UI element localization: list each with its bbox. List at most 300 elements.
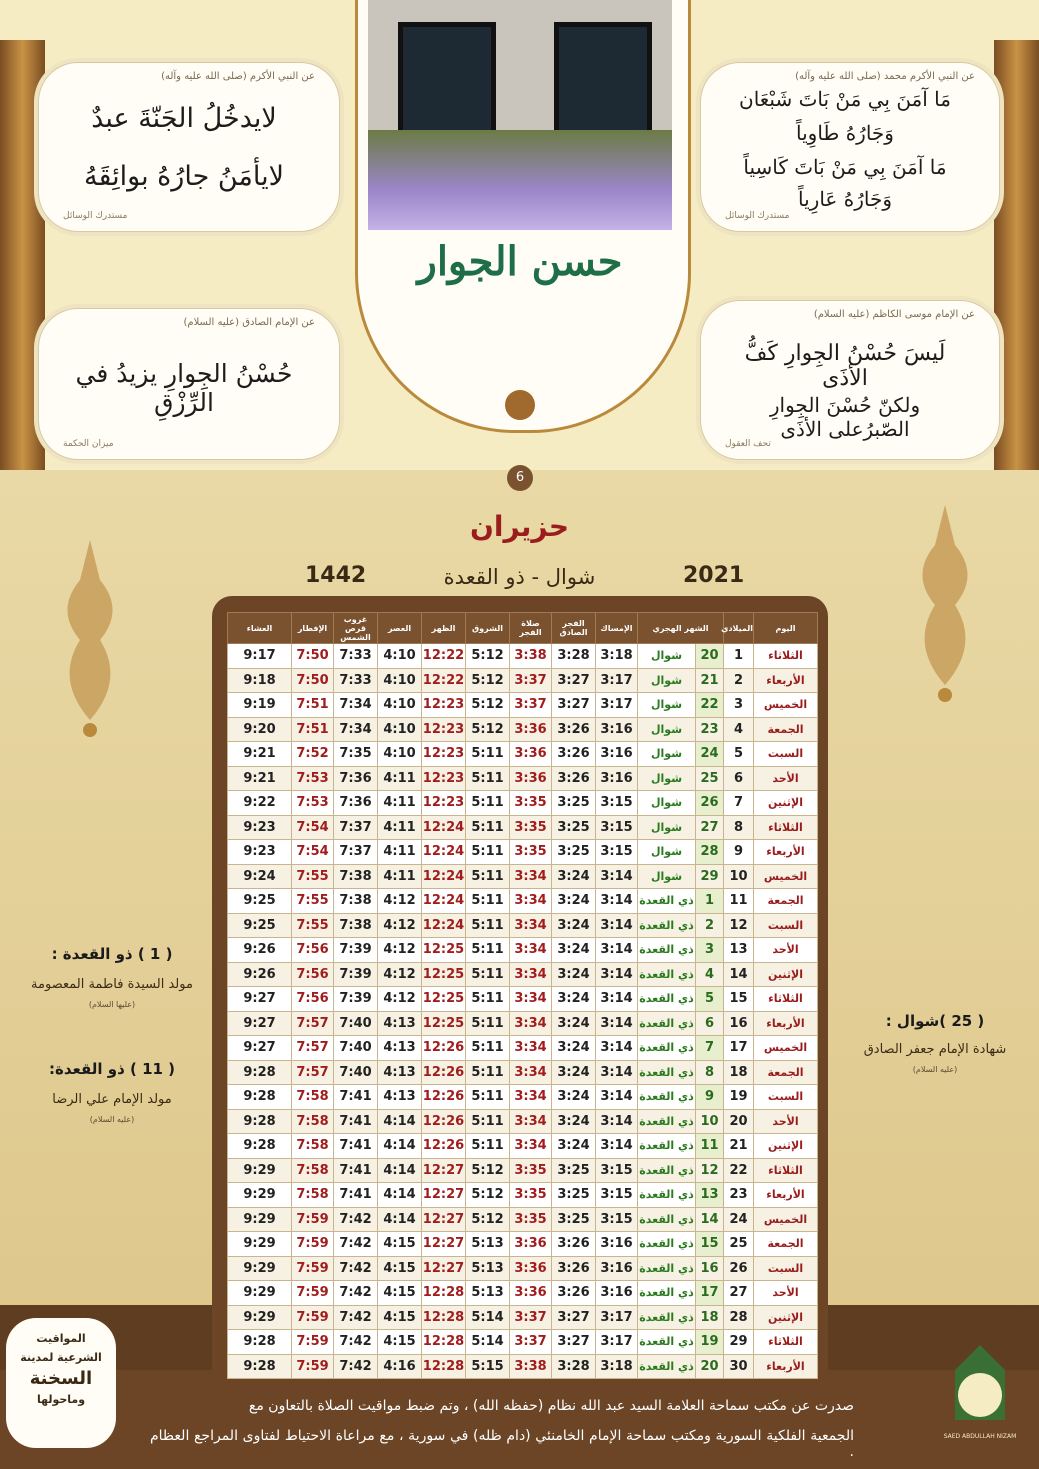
table-cell: 7:53 bbox=[292, 766, 334, 791]
table-cell: 3:35 bbox=[510, 1158, 552, 1183]
table-cell: 3:34 bbox=[510, 913, 552, 938]
table-cell: 7:59 bbox=[292, 1354, 334, 1379]
quote-source: مستدرك الوسائل bbox=[63, 211, 128, 221]
table-cell: 15 bbox=[724, 987, 754, 1012]
column-header: الإمساك bbox=[596, 613, 638, 644]
table-cell: 3:34 bbox=[510, 962, 552, 987]
table-cell: 7:59 bbox=[292, 1330, 334, 1355]
table-cell: 5:11 bbox=[466, 1085, 510, 1110]
table-cell: 3:18 bbox=[596, 1354, 638, 1379]
table-cell: 3:16 bbox=[596, 1256, 638, 1281]
table-cell: الأحد bbox=[754, 1109, 818, 1134]
table-cell: 3:24 bbox=[552, 913, 596, 938]
table-cell: 5:11 bbox=[466, 791, 510, 816]
column-header: العشاء bbox=[228, 613, 292, 644]
quote-attribution: عن الإمام موسى الكاظم (عليه السلام) bbox=[813, 309, 975, 320]
table-cell: 5:13 bbox=[466, 1281, 510, 1306]
table-cell: 3:14 bbox=[596, 1011, 638, 1036]
table-cell: 20 bbox=[696, 644, 724, 669]
note-sub: (عليه السلام) bbox=[912, 1065, 958, 1074]
table-cell: 3:34 bbox=[510, 864, 552, 889]
table-cell: 7:58 bbox=[292, 1134, 334, 1159]
table-cell: 3:14 bbox=[596, 913, 638, 938]
table-cell: 7:41 bbox=[334, 1109, 378, 1134]
table-row bbox=[228, 1305, 818, 1330]
table-cell: 9:27 bbox=[228, 1011, 292, 1036]
table-cell: ذي القعدة bbox=[638, 938, 696, 963]
quote-source: ميزان الحكمة bbox=[63, 439, 114, 449]
table-cell: 5:11 bbox=[466, 962, 510, 987]
column-header: غروب قرص الشمس bbox=[334, 613, 378, 644]
table-cell: 3:16 bbox=[596, 1281, 638, 1306]
table-cell: 5:11 bbox=[466, 913, 510, 938]
flowers-photo bbox=[368, 130, 672, 230]
table-cell: 7:40 bbox=[334, 1060, 378, 1085]
note-sub: (عليها السلام) bbox=[88, 1000, 136, 1009]
table-cell: 12:26 bbox=[422, 1085, 466, 1110]
quote-attribution: عن النبي الأكرم (صلى الله عليه وآله) bbox=[161, 71, 315, 82]
table-cell: 3:26 bbox=[552, 766, 596, 791]
table-row bbox=[228, 668, 818, 693]
table-cell: 5:11 bbox=[466, 938, 510, 963]
table-cell: 3:14 bbox=[596, 938, 638, 963]
table-row bbox=[228, 1060, 818, 1085]
table-cell: ذي القعدة bbox=[638, 1085, 696, 1110]
table-cell: 9:25 bbox=[228, 889, 292, 914]
table-cell: الجمعة bbox=[754, 717, 818, 742]
table-cell: 3:15 bbox=[596, 1207, 638, 1232]
column-header: الشروق bbox=[466, 613, 510, 644]
table-cell: 7:55 bbox=[292, 864, 334, 889]
column-header: الظهر bbox=[422, 613, 466, 644]
table-cell: 7:52 bbox=[292, 742, 334, 767]
page-title: حسن الجوار bbox=[417, 238, 623, 285]
table-cell: 12:26 bbox=[422, 1036, 466, 1061]
table-cell: شوال bbox=[638, 815, 696, 840]
table-cell: 9:29 bbox=[228, 1183, 292, 1208]
table-cell: 5:14 bbox=[466, 1305, 510, 1330]
table-row bbox=[228, 962, 818, 987]
table-cell: 27 bbox=[724, 1281, 754, 1306]
table-cell: 7:40 bbox=[334, 1036, 378, 1061]
table-cell: 4:11 bbox=[378, 840, 422, 865]
table-cell: 3:24 bbox=[552, 1036, 596, 1061]
table-cell: 5:11 bbox=[466, 987, 510, 1012]
table-cell: 3:25 bbox=[552, 791, 596, 816]
table-cell: 4:14 bbox=[378, 1109, 422, 1134]
table-cell: 5 bbox=[724, 742, 754, 767]
table-cell: 3:35 bbox=[510, 1183, 552, 1208]
table-cell: 7:55 bbox=[292, 913, 334, 938]
table-cell: 7:42 bbox=[334, 1207, 378, 1232]
table-cell: 3:24 bbox=[552, 1011, 596, 1036]
table-cell: 5:11 bbox=[466, 840, 510, 865]
table-cell: الخميس bbox=[754, 1036, 818, 1061]
table-cell: 3:34 bbox=[510, 1060, 552, 1085]
table-cell: 3:24 bbox=[552, 962, 596, 987]
table-cell: 20 bbox=[724, 1109, 754, 1134]
table-cell: 10 bbox=[724, 864, 754, 889]
table-cell: الثلاثاء bbox=[754, 1158, 818, 1183]
table-cell: 14 bbox=[696, 1207, 724, 1232]
table-cell: 3:27 bbox=[552, 1305, 596, 1330]
table-cell: 15 bbox=[696, 1232, 724, 1257]
table-cell: 6 bbox=[696, 1011, 724, 1036]
note-text: مولد السيدة فاطمة المعصومة bbox=[31, 977, 193, 992]
table-cell: 4:12 bbox=[378, 889, 422, 914]
table-cell: 29 bbox=[724, 1330, 754, 1355]
table-cell: شوال bbox=[638, 668, 696, 693]
table-cell: ذي القعدة bbox=[638, 889, 696, 914]
footer-line-1: صدرت عن مكتب سماحة العلامة السيد عبد الله نظام (حفظه الله) ، وتم ضبط مواقيت الصلاة بالتعاون مع bbox=[248, 1398, 854, 1414]
table-row bbox=[228, 693, 818, 718]
table-row bbox=[228, 1354, 818, 1379]
table-cell: 3:36 bbox=[510, 1281, 552, 1306]
table-cell: الأربعاء bbox=[754, 1183, 818, 1208]
table-cell: 24 bbox=[724, 1207, 754, 1232]
frame-ornament bbox=[505, 390, 535, 420]
table-cell: 5:11 bbox=[466, 742, 510, 767]
table-cell: 3:34 bbox=[510, 889, 552, 914]
table-cell: 27 bbox=[696, 815, 724, 840]
table-cell: 9:28 bbox=[228, 1060, 292, 1085]
table-cell: 3:36 bbox=[510, 1256, 552, 1281]
table-cell: 9:29 bbox=[228, 1207, 292, 1232]
table-cell: 4:15 bbox=[378, 1281, 422, 1306]
table-cell: الإثنين bbox=[754, 962, 818, 987]
table-cell: 9:26 bbox=[228, 938, 292, 963]
table-cell: 7:37 bbox=[334, 840, 378, 865]
table-cell: 12:22 bbox=[422, 668, 466, 693]
quote-source: تحف العقول bbox=[725, 439, 771, 449]
table-cell: 18 bbox=[696, 1305, 724, 1330]
table-cell: 3:35 bbox=[510, 1207, 552, 1232]
note-left-1 bbox=[12, 945, 212, 1009]
table-row bbox=[228, 840, 818, 865]
table-cell: 3:18 bbox=[596, 644, 638, 669]
table-cell: 3:24 bbox=[552, 1085, 596, 1110]
table-cell: 9:29 bbox=[228, 1256, 292, 1281]
table-cell: 7:58 bbox=[292, 1158, 334, 1183]
table-row bbox=[228, 644, 818, 669]
organization-logo bbox=[935, 1340, 1025, 1445]
table-cell: 9:29 bbox=[228, 1305, 292, 1330]
table-cell: 9:29 bbox=[228, 1281, 292, 1306]
table-cell: الإثنين bbox=[754, 1305, 818, 1330]
table-cell: 3:17 bbox=[596, 693, 638, 718]
table-cell: شوال bbox=[638, 864, 696, 889]
table-cell: شوال bbox=[638, 791, 696, 816]
table-cell: 19 bbox=[696, 1330, 724, 1355]
table-cell: الثلاثاء bbox=[754, 987, 818, 1012]
table-cell: 3:34 bbox=[510, 1085, 552, 1110]
table-row bbox=[228, 889, 818, 914]
table-cell: 29 bbox=[696, 864, 724, 889]
table-cell: 12:28 bbox=[422, 1281, 466, 1306]
table-cell: 12:24 bbox=[422, 864, 466, 889]
table-cell: 7:38 bbox=[334, 889, 378, 914]
table-cell: 12:25 bbox=[422, 987, 466, 1012]
table-cell: الأحد bbox=[754, 938, 818, 963]
table-cell: 7:41 bbox=[334, 1134, 378, 1159]
table-cell: 4:13 bbox=[378, 1011, 422, 1036]
footer-line-2: الجمعية الفلكية السورية ومكتب سماحة الإمام الخامنئي (دام ظله) في سورية ، مع مراعاة الاحتياط لفتاوى المراجع العظام . bbox=[150, 1428, 854, 1460]
table-cell: 3:37 bbox=[510, 1330, 552, 1355]
table-cell: 8 bbox=[724, 815, 754, 840]
table-cell: 12:26 bbox=[422, 1109, 466, 1134]
table-cell: 5:15 bbox=[466, 1354, 510, 1379]
table-row bbox=[228, 1207, 818, 1232]
table-cell: 18 bbox=[724, 1060, 754, 1085]
table-cell: 4:12 bbox=[378, 913, 422, 938]
column-header: الإفطار bbox=[292, 613, 334, 644]
quote-line: لايأمَنُ جارُهُ بوائِقَهُ bbox=[83, 161, 285, 192]
table-cell: 3:34 bbox=[510, 1109, 552, 1134]
table-cell: ذي القعدة bbox=[638, 1256, 696, 1281]
note-text: مولد الإمام علي الرضا bbox=[52, 1092, 172, 1107]
table-row bbox=[228, 815, 818, 840]
table-cell: 9:23 bbox=[228, 840, 292, 865]
table-cell: الخميس bbox=[754, 864, 818, 889]
table-cell: 4:11 bbox=[378, 766, 422, 791]
column-header: صلاة الفجر bbox=[510, 613, 552, 644]
table-cell: الإثنين bbox=[754, 1134, 818, 1159]
table-cell: 7:37 bbox=[334, 815, 378, 840]
table-cell: 3:34 bbox=[510, 1036, 552, 1061]
quote-source: مستدرك الوسائل bbox=[725, 211, 790, 221]
table-cell: 4:15 bbox=[378, 1256, 422, 1281]
table-cell: 3:34 bbox=[510, 1134, 552, 1159]
table-cell: 12:26 bbox=[422, 1060, 466, 1085]
table-cell: 7:41 bbox=[334, 1183, 378, 1208]
window-photo bbox=[368, 0, 672, 230]
table-cell: ذي القعدة bbox=[638, 1281, 696, 1306]
table-cell: 3:15 bbox=[596, 1183, 638, 1208]
table-cell: 7:41 bbox=[334, 1085, 378, 1110]
table-cell: 3:15 bbox=[596, 1158, 638, 1183]
table-cell: 23 bbox=[696, 717, 724, 742]
table-cell: 12:23 bbox=[422, 693, 466, 718]
table-cell: 3:17 bbox=[596, 668, 638, 693]
table-cell: 4:16 bbox=[378, 1354, 422, 1379]
table-cell: ذي القعدة bbox=[638, 962, 696, 987]
table-row bbox=[228, 1232, 818, 1257]
table-cell: 7:39 bbox=[334, 987, 378, 1012]
table-header-row bbox=[228, 613, 818, 644]
table-cell: 3:27 bbox=[552, 693, 596, 718]
table-cell: ذي القعدة bbox=[638, 987, 696, 1012]
table-cell: 7:38 bbox=[334, 864, 378, 889]
table-cell: 5:11 bbox=[466, 864, 510, 889]
table-row bbox=[228, 938, 818, 963]
table-cell: 5:11 bbox=[466, 815, 510, 840]
table-cell: 3 bbox=[724, 693, 754, 718]
table-cell: الثلاثاء bbox=[754, 1330, 818, 1355]
table-cell: الثلاثاء bbox=[754, 815, 818, 840]
table-cell: 3:35 bbox=[510, 815, 552, 840]
quote-card-bottom-left bbox=[38, 308, 340, 460]
table-cell: 4:11 bbox=[378, 864, 422, 889]
table-cell: 9:27 bbox=[228, 1036, 292, 1061]
note-heading: ( 25 )شوال : bbox=[885, 1012, 985, 1030]
table-cell: 7:57 bbox=[292, 1036, 334, 1061]
table-cell: 12 bbox=[724, 913, 754, 938]
arabesque-ornament-right bbox=[910, 505, 980, 705]
table-cell: الأربعاء bbox=[754, 1354, 818, 1379]
table-cell: 5:14 bbox=[466, 1330, 510, 1355]
table-cell: 4:13 bbox=[378, 1085, 422, 1110]
note-heading: ( 11 ) ذو القعدة: bbox=[48, 1060, 176, 1078]
table-cell: 3:34 bbox=[510, 938, 552, 963]
table-cell: 22 bbox=[696, 693, 724, 718]
table-cell: 4:15 bbox=[378, 1232, 422, 1257]
table-row bbox=[228, 791, 818, 816]
table-cell: 1 bbox=[724, 644, 754, 669]
table-cell: 7:59 bbox=[292, 1207, 334, 1232]
table-cell: شوال bbox=[638, 766, 696, 791]
table-cell: 7:38 bbox=[334, 913, 378, 938]
table-cell: 7:42 bbox=[334, 1256, 378, 1281]
table-cell: 3:37 bbox=[510, 668, 552, 693]
table-cell: 7:57 bbox=[292, 1011, 334, 1036]
table-cell: 7:34 bbox=[334, 717, 378, 742]
table-cell: 5:11 bbox=[466, 889, 510, 914]
table-cell: 9:26 bbox=[228, 962, 292, 987]
table-cell: 9:25 bbox=[228, 913, 292, 938]
table-cell: 4:14 bbox=[378, 1183, 422, 1208]
table-cell: 3:36 bbox=[510, 742, 552, 767]
quote-card-top-left bbox=[38, 62, 340, 232]
table-cell: 7:33 bbox=[334, 644, 378, 669]
table-cell: 5:12 bbox=[466, 1183, 510, 1208]
table-cell: 5:12 bbox=[466, 668, 510, 693]
table-cell: 9:27 bbox=[228, 987, 292, 1012]
table-cell: 1 bbox=[696, 889, 724, 914]
table-cell: 9:19 bbox=[228, 693, 292, 718]
table-cell: الأحد bbox=[754, 1281, 818, 1306]
table-cell: 11 bbox=[696, 1134, 724, 1159]
table-cell: شوال bbox=[638, 693, 696, 718]
table-cell: 3:36 bbox=[510, 766, 552, 791]
table-cell: 9:28 bbox=[228, 1109, 292, 1134]
table-cell: 7:41 bbox=[334, 1158, 378, 1183]
table-cell: السبت bbox=[754, 1256, 818, 1281]
table-cell: ذي القعدة bbox=[638, 1060, 696, 1085]
table-cell: 3:25 bbox=[552, 1207, 596, 1232]
table-cell: 12:25 bbox=[422, 962, 466, 987]
table-cell: 3:38 bbox=[510, 1354, 552, 1379]
table-cell: ذي القعدة bbox=[638, 1183, 696, 1208]
table-cell: 2 bbox=[724, 668, 754, 693]
table-cell: 4:10 bbox=[378, 693, 422, 718]
table-cell: 3:14 bbox=[596, 889, 638, 914]
table-cell: 7:54 bbox=[292, 815, 334, 840]
table-cell: 8 bbox=[696, 1060, 724, 1085]
table-cell: 14 bbox=[724, 962, 754, 987]
table-cell: 3:16 bbox=[596, 1232, 638, 1257]
city-badge bbox=[6, 1318, 116, 1448]
table-cell: 7:42 bbox=[334, 1281, 378, 1306]
table-cell: شوال bbox=[638, 717, 696, 742]
table-cell: 7:42 bbox=[334, 1330, 378, 1355]
table-cell: 7:36 bbox=[334, 766, 378, 791]
table-cell: 3:14 bbox=[596, 1036, 638, 1061]
table-cell: 12:28 bbox=[422, 1305, 466, 1330]
table-cell: 3:38 bbox=[510, 644, 552, 669]
table-cell: 3:17 bbox=[596, 1305, 638, 1330]
table-row bbox=[228, 742, 818, 767]
table-row bbox=[228, 1134, 818, 1159]
badge-line: وماحولها bbox=[36, 1393, 86, 1406]
table-cell: 26 bbox=[724, 1256, 754, 1281]
table-cell: 7:59 bbox=[292, 1281, 334, 1306]
table-cell: 13 bbox=[724, 938, 754, 963]
table-cell: 25 bbox=[724, 1232, 754, 1257]
table-cell: 22 bbox=[724, 1158, 754, 1183]
table-cell: 3:17 bbox=[596, 1330, 638, 1355]
table-cell: ذي القعدة bbox=[638, 1109, 696, 1134]
table-cell: 4:13 bbox=[378, 1036, 422, 1061]
table-row bbox=[228, 1036, 818, 1061]
table-cell: 7:42 bbox=[334, 1232, 378, 1257]
table-row bbox=[228, 1085, 818, 1110]
hijri-months: شوال - ذو القعدة bbox=[443, 565, 596, 589]
table-cell: 4:11 bbox=[378, 815, 422, 840]
quote-attribution: عن الإمام الصادق (عليه السلام) bbox=[183, 317, 315, 328]
table-cell: 7:57 bbox=[292, 1060, 334, 1085]
table-row bbox=[228, 1256, 818, 1281]
table-cell: 5:13 bbox=[466, 1232, 510, 1257]
table-cell: 3:14 bbox=[596, 864, 638, 889]
table-cell: الإثنين bbox=[754, 791, 818, 816]
month-number-badge: 6 bbox=[507, 465, 533, 491]
table-cell: 9:18 bbox=[228, 668, 292, 693]
table-row bbox=[228, 1011, 818, 1036]
table-cell: 7:56 bbox=[292, 962, 334, 987]
table-cell: 4:15 bbox=[378, 1305, 422, 1330]
table-cell: 12:24 bbox=[422, 889, 466, 914]
table-cell: السبت bbox=[754, 1085, 818, 1110]
table-cell: 12:23 bbox=[422, 791, 466, 816]
quote-card-bottom-right bbox=[700, 300, 1000, 460]
note-heading: ( 1 ) ذو القعدة : bbox=[51, 945, 173, 963]
table-cell: 3:26 bbox=[552, 717, 596, 742]
table-cell: 4:12 bbox=[378, 938, 422, 963]
table-cell: 4:15 bbox=[378, 1330, 422, 1355]
table-cell: 9:22 bbox=[228, 791, 292, 816]
table-cell: 4:14 bbox=[378, 1158, 422, 1183]
table-cell: 12:26 bbox=[422, 1134, 466, 1159]
table-cell: 7:58 bbox=[292, 1109, 334, 1134]
table-cell: 12:27 bbox=[422, 1183, 466, 1208]
table-cell: 12:23 bbox=[422, 717, 466, 742]
table-cell: 7:59 bbox=[292, 1305, 334, 1330]
table-cell: 4:11 bbox=[378, 791, 422, 816]
table-cell: 9:23 bbox=[228, 815, 292, 840]
table-cell: 9:21 bbox=[228, 766, 292, 791]
table-cell: 4:14 bbox=[378, 1134, 422, 1159]
quote-line: وَجَارُهُ عَارِياً bbox=[798, 187, 892, 211]
table-cell: 5:11 bbox=[466, 1060, 510, 1085]
table-cell: ذي القعدة bbox=[638, 1011, 696, 1036]
table-cell: 9:17 bbox=[228, 644, 292, 669]
table-cell: الخميس bbox=[754, 1207, 818, 1232]
table-cell: 4 bbox=[724, 717, 754, 742]
table-cell: 7:53 bbox=[292, 791, 334, 816]
table-cell: 7:35 bbox=[334, 742, 378, 767]
table-cell: 28 bbox=[696, 840, 724, 865]
table-cell: ذي القعدة bbox=[638, 1158, 696, 1183]
